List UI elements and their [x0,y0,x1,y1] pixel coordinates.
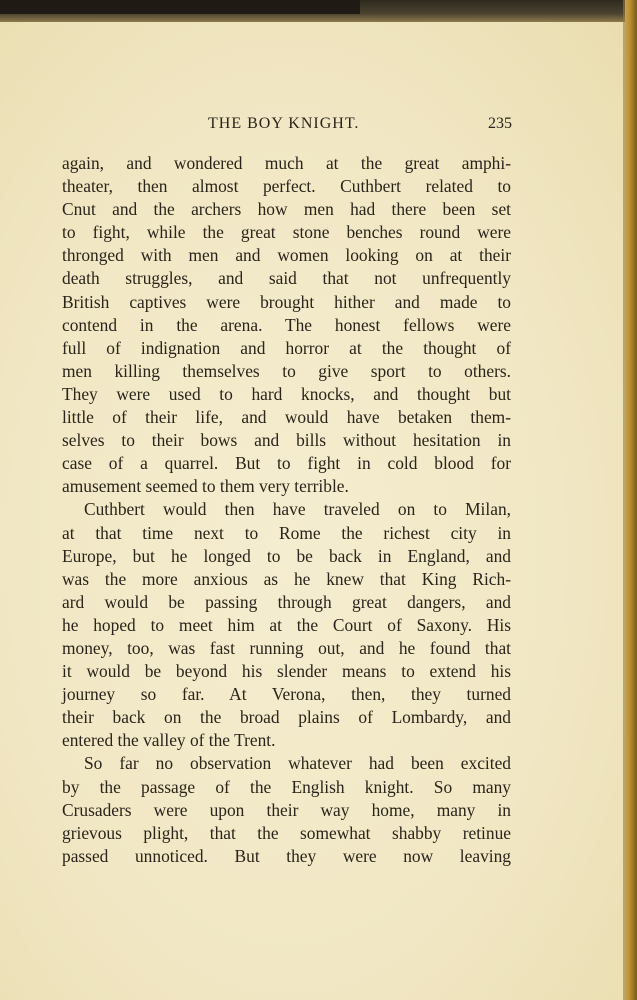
page-header [62,115,512,137]
binding-edge [0,0,360,14]
text-line: full of indignation and horror at the thought of [62,337,511,358]
text-line: their back on the broad plains of Lombardy, and [62,707,511,728]
text-line: case of a quarrel. But to fight in cold blood for [62,453,511,474]
text-line: little of their life, and would have betaken them- [62,407,511,428]
running-head: THE BOY KNIGHT. [208,115,360,132]
text-line: to fight, while the great stone benches round were [62,222,511,243]
text-line: amusement seemed to them very terrible. [62,476,349,497]
text-line: Crusaders were upon their way home, many in [62,799,511,820]
text-line: Europe, but he longed to be back in England, and [62,545,511,566]
text-line: journey so far. At Verona, then, they turned [62,684,511,705]
text-line: passed unnoticed. But they were now leaving [62,845,511,866]
text-line: Cnut and the archers how men had there been set [62,199,511,220]
text-line: ard would be passing through great dangers, and [62,591,511,612]
text-line: men killing themselves to give sport to others. [62,360,511,381]
page-number: 235 [488,115,512,132]
text-line: money, too, was fast running out, and he found that [62,637,511,658]
text-line: he hoped to meet him at the Court of Saxony. His [62,614,511,635]
text-line: They were used to hard knocks, and thought but [62,383,511,404]
text-line: contend in the arena. The honest fellows were [62,314,511,335]
text-line: was the more anxious as he knew that King Rich- [62,568,511,589]
text-line: thronged with men and women looking on at their [62,245,511,266]
text-line: theater, then almost perfect. Cuthbert related to [62,176,511,197]
text-line: by the passage of the English knight. So many [62,776,511,797]
text-line: it would be beyond his slender means to extend his [62,661,511,682]
text-line: So far no observation whatever had been excited [84,753,511,774]
text-line: British captives were brought hither and made to [62,291,511,312]
text-line: at that time next to Rome the richest city in [62,522,511,543]
text-line: grievous plight, that the somewhat shabby retinue [62,822,511,843]
text-line: selves to their bows and bills without hesitation in [62,430,511,451]
text-line: death struggles, and said that not unfrequently [62,268,511,289]
body-text [62,152,511,868]
text-line: entered the valley of the Trent. [62,730,276,751]
text-line: again, and wondered much at the great amphi- [62,153,511,173]
text-line: Cuthbert would then have traveled on to Milan, [84,499,511,520]
book-spine-edge [625,0,637,1000]
